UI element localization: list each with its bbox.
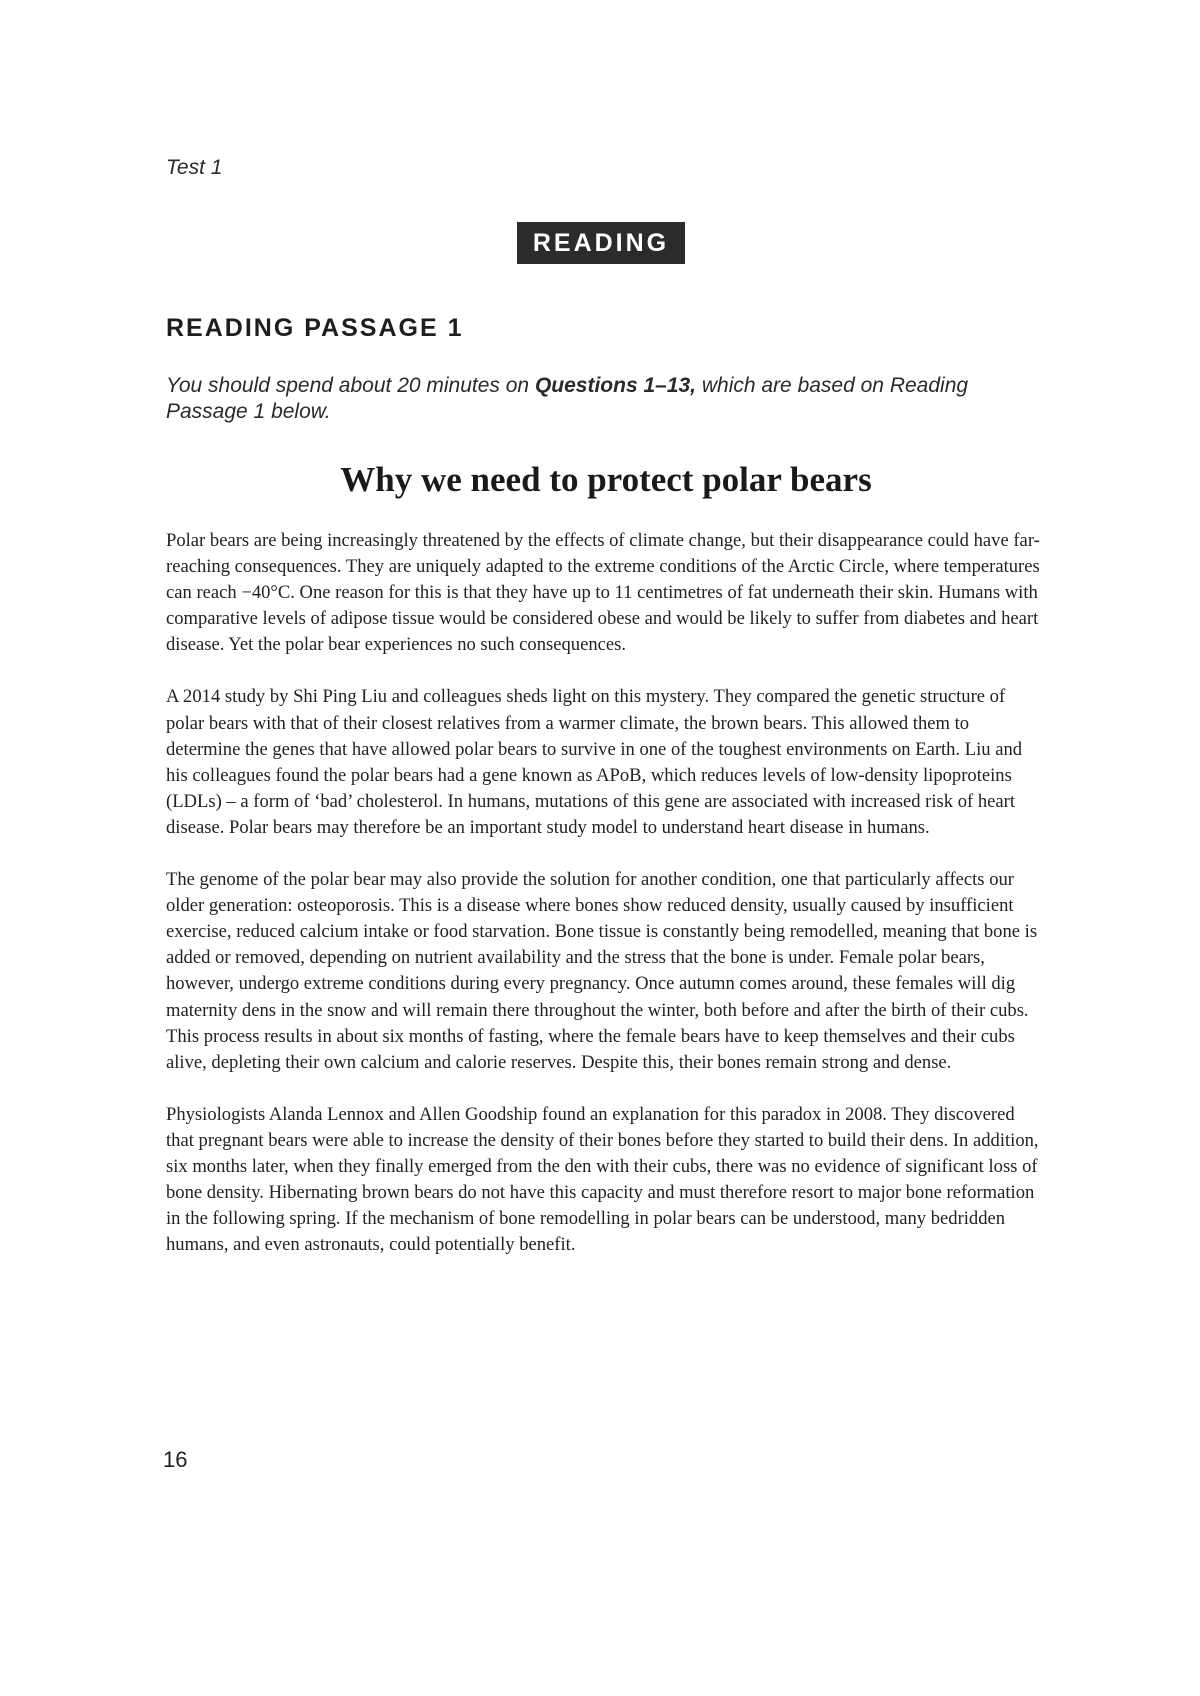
instructions-text-start: You should spend about 20 minutes on xyxy=(166,374,535,397)
instructions-text-end: which are based on Reading Passage 1 below. xyxy=(166,374,969,423)
instructions-questions: Questions 1–13, xyxy=(534,374,697,397)
article-body xyxy=(166,528,1046,1284)
article-title: Why we need to protect polar bears xyxy=(340,460,872,499)
running-head: Test 1 xyxy=(166,156,223,179)
paragraph-2: A 2014 study by Shi Ping Liu and colleagues sheds light on this mystery. They compared the genetic structure of polar bears with that of their closest relatives from a warmer climate, the brown bears. This allowed them to determine the genes that have allowed polar bears to survive in one of the toughest environments on Earth. Liu and his colleagues found the polar bears had a gene known as APoB, which reduces levels of low-density lipoproteins (LDLs) – a form of ‘bad’ cholesterol. In humans, mutations of this gene are associated with increased risk of heart disease. Polar bears may therefore be an important study model to understand heart disease in humans. xyxy=(166,686,1023,838)
instructions xyxy=(166,373,1046,425)
paragraph-1: Polar bears are being increasingly threatened by the effects of climate change, but their disappearance could have far-reaching consequences. They are uniquely adapted to the extreme conditions of the Arctic Circle, where temperatures can reach −40°C. One reason for this is that they have up to 11 centimetres of fat underneath their skin. Humans with comparative levels of adipose tissue would be considered obese and would be likely to suffer from diabetes and heart disease. Yet the polar bear experiences no such consequences. xyxy=(166,530,1040,656)
page-number: 16 xyxy=(163,1447,188,1472)
paragraph-4: Physiologists Alanda Lennox and Allen Goodship found an explanation for this paradox in 2008. They discovered that pregnant bears were able to increase the density of their bones before they started to build their dens. In addition, six months later, when they finally emerged from the den with their cubs, there was no evidence of significant loss of bone density. Hibernating brown bears do not have this capacity and must therefore resort to major bone reformation in the following spring. If the mechanism of bone remodelling in polar bears can be understood, many bedridden humans, and even astronauts, could potentially benefit. xyxy=(166,1103,1039,1256)
paragraph-3: The genome of the polar bear may also provide the solution for another condition, one that particularly affects our older generation: osteoporosis. This is a disease where bones show reduced density, usually caused by insufficient exercise, reduced calcium intake or food starvation. Bone tissue is constantly being remodelled, meaning that bone is added or removed, depending on nutrient availability and the stress that the bone is under. Female polar bears, however, undergo extreme conditions during every pregnancy. Once autumn comes around, these females will dig maternity dens in the snow and will remain there throughout the winter, both before and after the birth of their cubs. This process results in about six months of fasting, where the female bears have to keep themselves and their cubs alive, depleting their own calcium and calorie reserves. Despite this, their bones remain strong and dense. xyxy=(166,869,1038,1073)
section-banner: READING xyxy=(517,222,685,264)
passage-heading: READING PASSAGE 1 xyxy=(166,314,464,342)
